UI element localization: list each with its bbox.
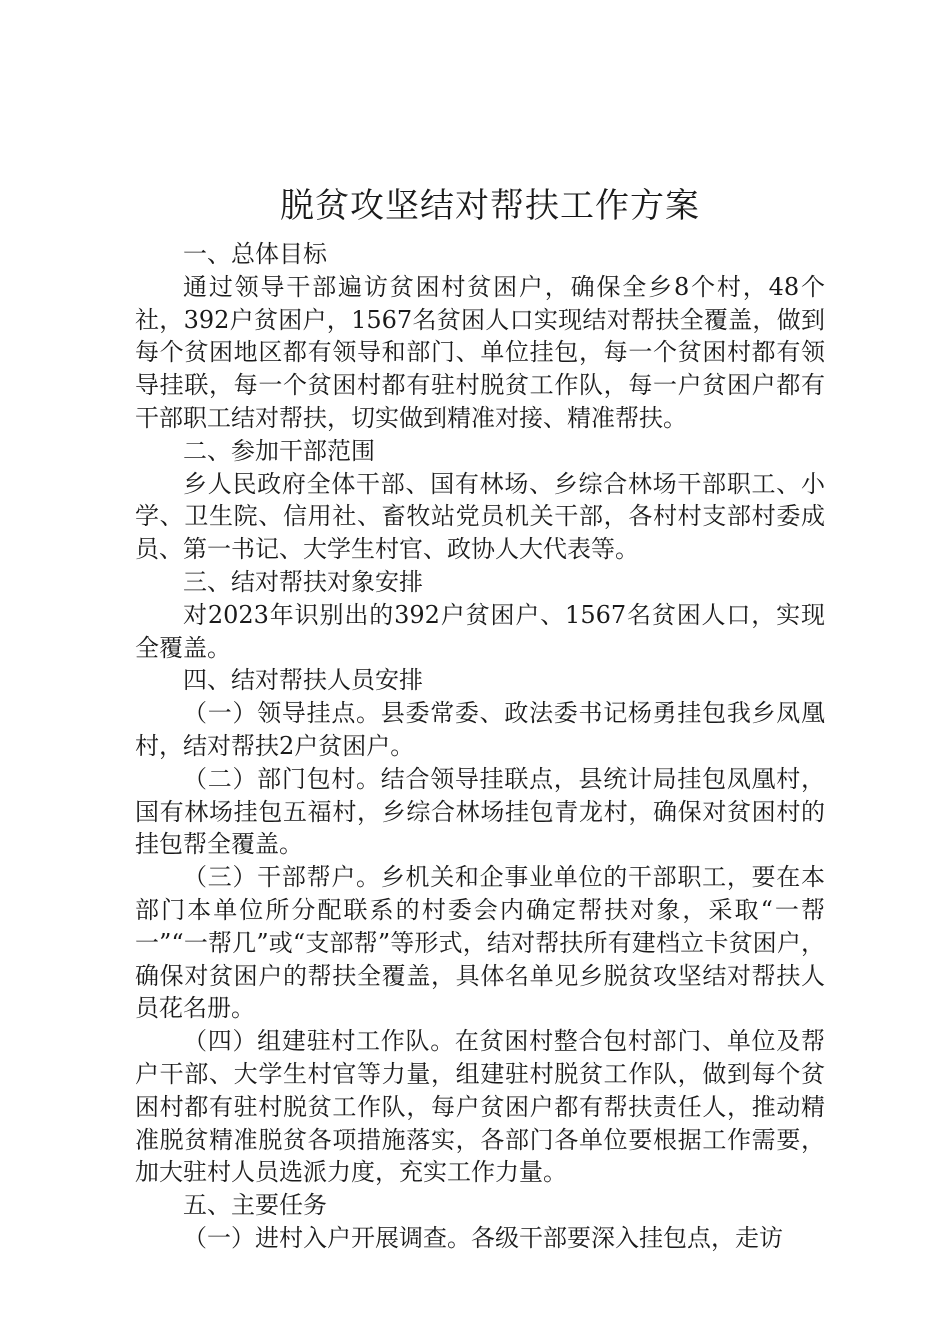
heading-participants: 二、参加干部范围 [183,436,375,465]
paragraph-targets: 对2023年识别出的392户贫困户、1567名贫困人口，实现全覆盖。 [135,600,825,662]
document-title: 脱贫攻坚结对帮扶工作方案 [280,186,700,226]
paragraph-participants: 乡人民政府全体干部、国有林场、乡综合林场干部职工、小学、卫生院、信用社、畜牧站党员机关干部，各村村支部村委成员、第一书记、大学生村官、政协人大代表等。 [135,469,825,564]
heading-personnel: 四、结对帮扶人员安排 [183,666,423,695]
heading-overall-goal: 一、总体目标 [183,240,327,268]
paragraph-overall-goal: 通过领导干部遍访贫困村贫困户，确保全乡8个村，48个社，392户贫困户，1567名贫困人口实现结对帮扶全覆盖，做到每个贫困地区都有领导和部门、单位挂包，每一个贫困村都有领导挂联，每一个贫困村都有驻村脱贫工作队，每一户贫困户都有干部职工结对帮扶，切实做到精准对接、精准帮扶。 [135,272,825,432]
document-page [135,180,825,1255]
heading-main-tasks: 五、主要任务 [183,1191,327,1220]
heading-targets: 三、结对帮扶对象安排 [183,567,423,596]
paragraph-leader-point: （一）领导挂点。县委常委、政法委书记杨勇挂包我乡凤凰村，结对帮扶2户贫困户。 [135,699,825,760]
paragraph-work-team: （四）组建驻村工作队。在贫困村整合包村部门、单位及帮户干部、大学生村官等力量，组建驻村脱贫工作队，做到每个贫困村都有驻村脱贫工作队，每户贫困户都有帮扶责任人，推动精准脱贫精准脱贫各项措施落实，各部门各单位要根据工作需要，加大驻村人员选派力度，充实工作力量。 [135,1027,825,1187]
paragraph-cadre-household: （三）干部帮户。乡机关和企事业单位的干部职工，要在本部门本单位所分配联系的村委会内确定帮扶对象，采取“一帮一”“一帮几”或“支部帮”等形式，结对帮扶所有建档立卡贫困户，确保对贫困户的帮扶全覆盖，具体名单见乡脱贫攻坚结对帮扶人员花名册。 [135,863,825,1023]
paragraph-department-village: （二）部门包村。结合领导挂联点，县统计局挂包凤凰村，国有林场挂包五福村，乡综合林场挂包青龙村，确保对贫困村的挂包帮全覆盖。 [135,764,825,859]
paragraph-survey: （一）进村入户开展调查。各级干部要深入挂包点，走访 [183,1223,783,1252]
